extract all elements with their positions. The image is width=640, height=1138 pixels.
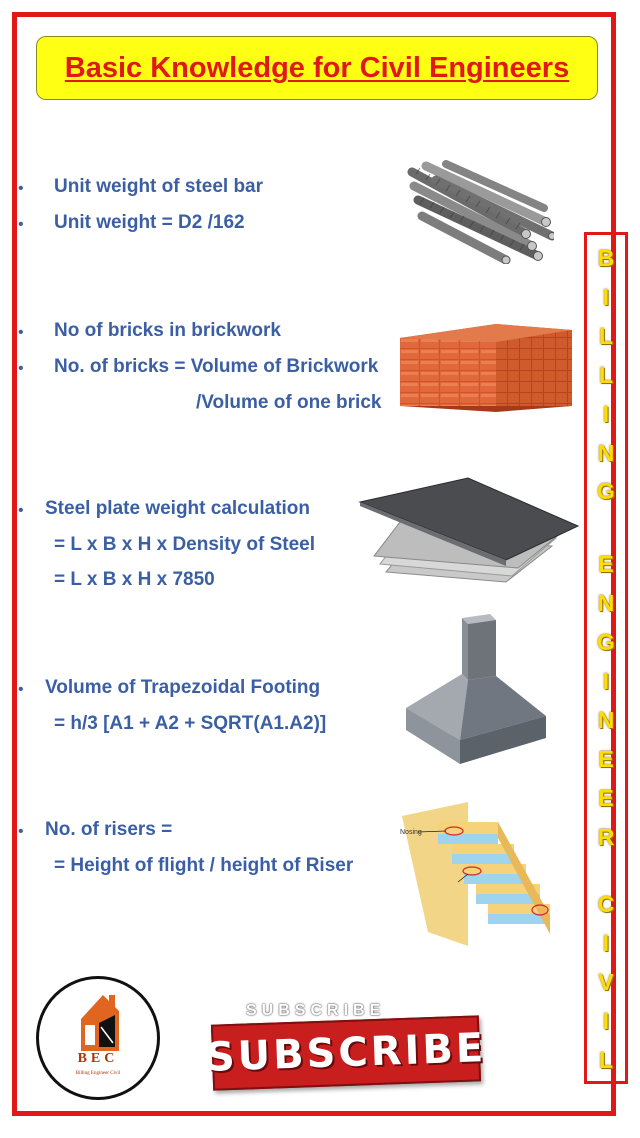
banner-letter: I: [602, 284, 610, 310]
banner-letter: L: [598, 1047, 614, 1073]
banner-letter: E: [598, 551, 614, 577]
bullet: •: [18, 324, 24, 341]
steel-bars-image: [406, 160, 554, 264]
subscribe-ghost-text: SUBSCRIBE: [246, 1002, 386, 1019]
banner-letter: V: [598, 969, 614, 995]
bullet: •: [18, 360, 24, 377]
logo-subtext: Billing Engineer Civil: [75, 1071, 121, 1076]
bullet: •: [18, 216, 24, 233]
page-title: Basic Knowledge for Civil Engineers: [64, 51, 570, 84]
subscribe-banner[interactable]: [205, 1015, 487, 1090]
steel-plate-heading: Steel plate weight calculation: [45, 498, 311, 519]
banner-letter: B: [597, 245, 615, 271]
banner-letter: N: [597, 440, 615, 466]
vertical-banner: [584, 232, 628, 1084]
title-banner: [36, 36, 598, 100]
risers-formula: = Height of flight / height of Riser: [54, 855, 354, 876]
footing-image: [404, 612, 548, 768]
footing-heading: Volume of Trapezoidal Footing: [45, 677, 321, 698]
banner-letter: E: [598, 746, 614, 772]
bricks-image: [400, 316, 572, 412]
banner-letter: R: [597, 824, 615, 850]
nosing-label: Nosing: [400, 829, 422, 836]
bullet: •: [18, 180, 24, 197]
banner-letter: L: [598, 323, 614, 349]
steel-plate-formula-2: = L x B x H x 7850: [54, 569, 215, 590]
bullet: •: [18, 502, 24, 519]
banner-letter: C: [597, 891, 615, 917]
banner-letter: L: [598, 362, 614, 388]
steel-bar-heading: Unit weight of steel bar: [54, 176, 264, 197]
bricks-heading: No of bricks in brickwork: [54, 320, 281, 341]
banner-letter: I: [602, 930, 610, 956]
risers-heading: No. of risers =: [45, 819, 173, 840]
banner-letter: N: [597, 590, 615, 616]
subscribe-label: SUBSCRIBE: [205, 1025, 487, 1081]
subscribe-button[interactable]: [205, 1002, 487, 1090]
footing-formula: = h/3 [A1 + A2 + SQRT(A1.A2)]: [54, 713, 327, 734]
banner-letter: N: [597, 707, 615, 733]
banner-letter: I: [602, 1008, 610, 1034]
logo-text: BEC: [77, 1051, 119, 1066]
bullet: •: [18, 823, 24, 840]
banner-letter: G: [597, 629, 615, 655]
banner-letter: E: [598, 785, 614, 811]
bullet: •: [18, 681, 24, 698]
steel-plate-image: [356, 476, 580, 584]
steel-plate-formula-1: = L x B x H x Density of Steel: [54, 534, 315, 555]
bec-logo[interactable]: [36, 976, 160, 1100]
bricks-formula: No. of bricks = Volume of Brickwork: [54, 356, 379, 377]
banner-letter: G: [597, 478, 615, 504]
banner-letter: I: [602, 401, 610, 427]
house-icon: [77, 989, 123, 1053]
banner-letter: I: [602, 668, 610, 694]
steel-bar-formula: Unit weight = D2 /162: [54, 212, 245, 233]
bricks-formula-cont: /Volume of one brick: [196, 392, 382, 413]
staircase-image: [398, 798, 558, 948]
